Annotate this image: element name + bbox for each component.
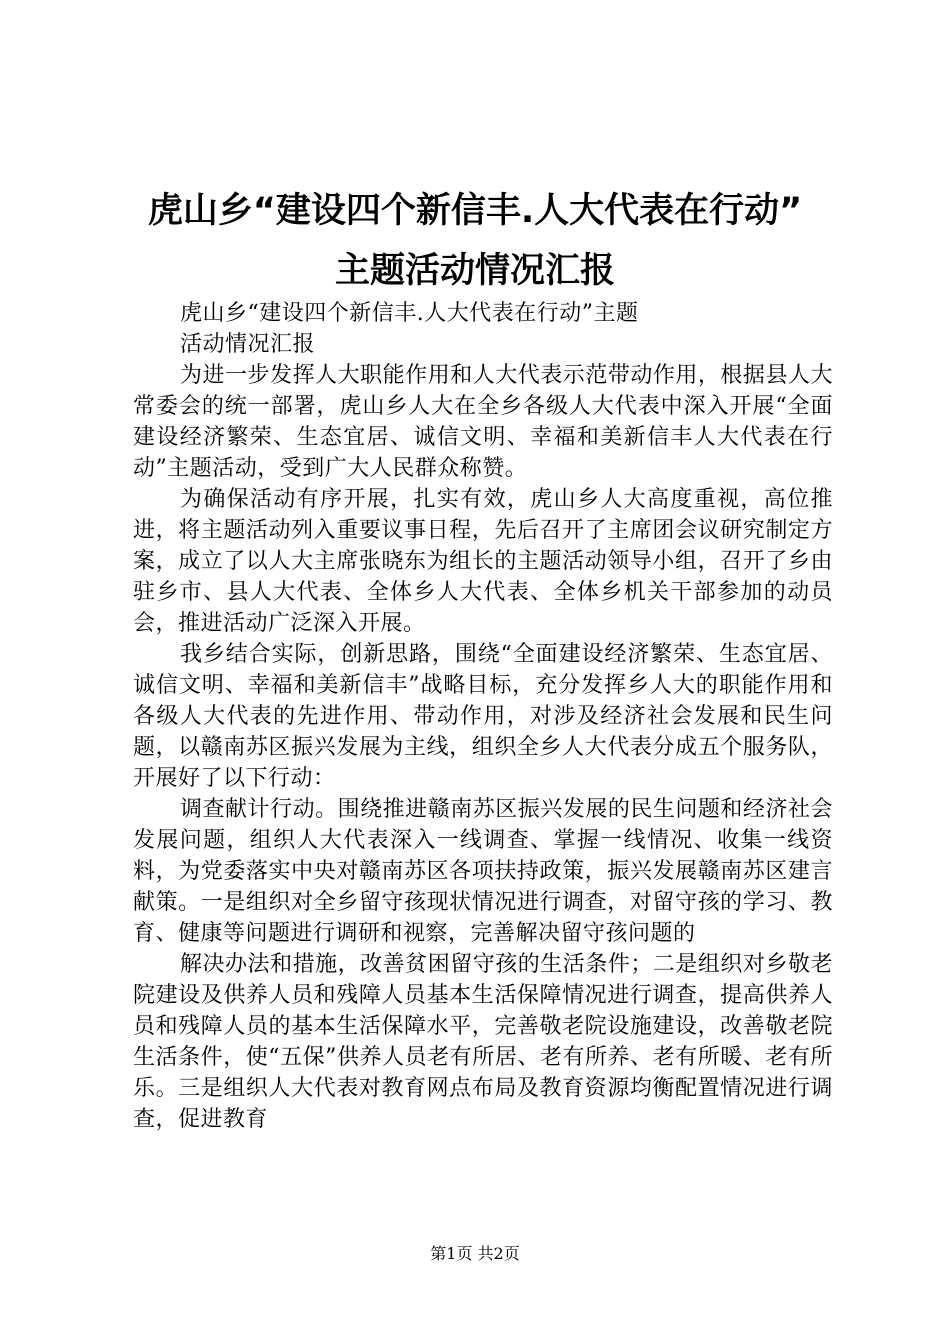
document-body: [133, 298, 833, 1135]
paragraph-1: 为进一步发挥人大职能作用和人大代表示范带动作用，根据县人大常委会的统一部署，虎山乡人大在全乡各级人大代表中深入开展“全面建设经济繁荣、生态宜居、诚信文明、幸福和美新信丰人大代表在行动”主题活动，受到广大人民群众称赞。: [133, 363, 833, 481]
paragraph-5: 解决办法和措施，改善贫困留守孩的生活条件；二是组织对乡敬老院建设及供养人员和残障人员基本生活保障情况进行调查，提高供养人员和残障人员的基本生活保障水平，完善敬老院设施建设，改善敬老院生活条件，使“五保”供养人员老有所居、老有所养、老有所暖、老有所乐。三是组织人大代表对教育网点布局及教育资源均衡配置情况进行调查，促进教育: [133, 952, 833, 1132]
document-title-line-2: 主题活动情况汇报: [334, 251, 615, 291]
document-subtitle-line-1: 虎山乡“建设四个新信丰.人大代表在行动”主题: [180, 301, 639, 326]
page-number-footer: 第1页 共2页: [430, 1244, 520, 1263]
document-subtitle-line-2: 活动情况汇报: [180, 332, 316, 357]
paragraph-2: 为确保活动有序开展，扎实有效，虎山乡人大高度重视，高位推进，将主题活动列入重要议事日程，先后召开了主席团会议研究制定方案，成立了以人大主席张晓东为组长的主题活动领导小组，召开了乡由驻乡市、县人大代表、全体乡人大代表、全体乡机关干部参加的动员会，推进活动广泛深入开展。: [133, 487, 833, 636]
paragraph-4: 调查献计行动。围绕推进赣南苏区振兴发展的民生问题和经济社会发展问题，组织人大代表深入一线调查、掌握一线情况、收集一线资料，为党委落实中央对赣南苏区各项扶持政策，振兴发展赣南苏区建言献策。一是组织对全乡留守孩现状情况进行调查，对留守孩的学习、教育、健康等问题进行调研和视察，完善解决留守孩问题的: [133, 797, 833, 946]
paragraph-3: 我乡结合实际，创新思路，围绕“全面建设经济繁荣、生态宜居、诚信文明、幸福和美新信丰”战略目标，充分发挥乡人大的职能作用和各级人大代表的先进作用、带动作用，对涉及经济社会发展和民生问题，以赣南苏区振兴发展为主线，组织全乡人大代表分成五个服务队，开展好了以下行动：: [133, 642, 833, 791]
document-title-line-1: 虎山乡“建设四个新信丰.人大代表在行动”: [147, 191, 803, 231]
